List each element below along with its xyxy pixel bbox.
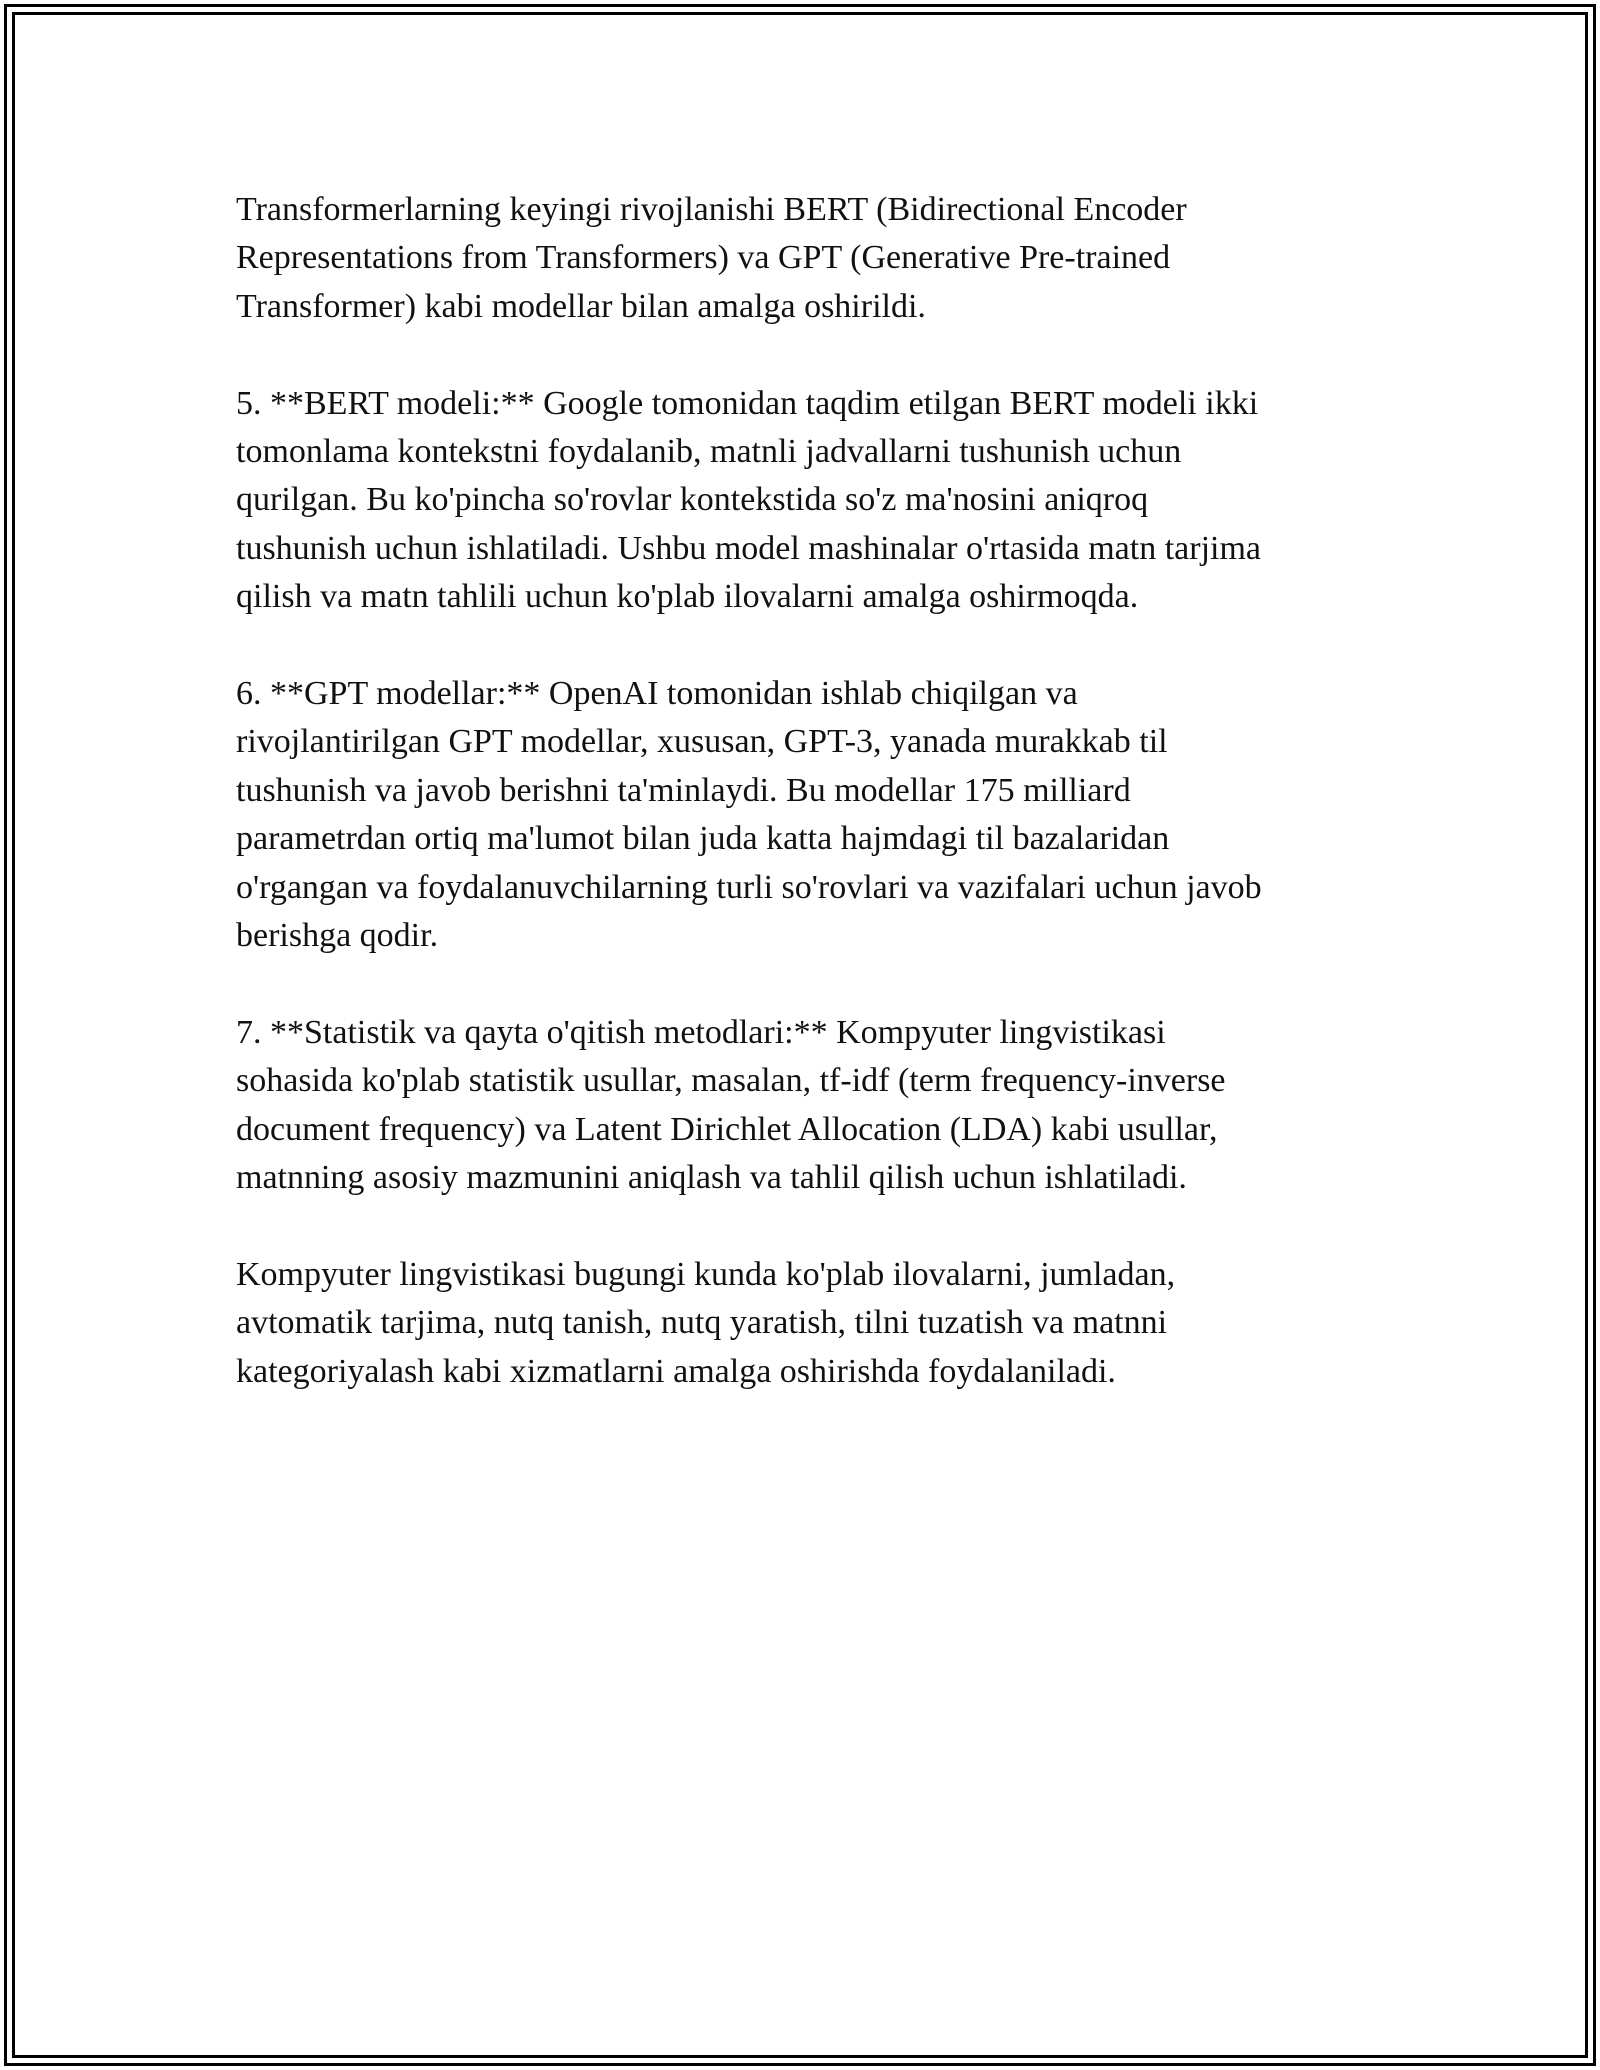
text-line: qurilgan. Bu ko'pincha so'rovlar kontekstida so'z ma'nosini aniqroq xyxy=(236,481,1149,519)
text-line: parametrdan ortiq ma'lumot bilan juda katta hajmdagi til bazalaridan xyxy=(236,820,1170,858)
text-line: o'rgangan va foydalanuvchilarning turli so'rovlari va vazifalari uchun javob xyxy=(236,868,1262,906)
text-line: tomonlama kontekstni foydalanib, matnli jadvallarni tushunish uchun xyxy=(236,433,1182,471)
paragraph-transformers-intro xyxy=(236,186,1366,331)
text-line: sohasida ko'plab statistik usullar, masalan, tf-idf (term frequency-inverse xyxy=(236,1062,1226,1100)
text-line: rivojlantirilgan GPT modellar, xususan, GPT-3, yanada murakkab til xyxy=(236,723,1168,761)
text-line: 5. **BERT modeli:** Google tomonidan taqdim etilgan BERT modeli ikki xyxy=(236,384,1259,422)
paragraph-gpt-models xyxy=(236,670,1366,960)
text-line: Transformer) kabi modellar bilan amalga oshirildi. xyxy=(236,287,926,325)
text-line: 7. **Statistik va qayta o'qitish metodlari:** Kompyuter lingvistikasi xyxy=(236,1013,1166,1051)
text-line: Representations from Transformers) va GPT (Generative Pre-trained xyxy=(236,239,1171,277)
text-line: berishga qodir. xyxy=(236,917,439,955)
document-body xyxy=(236,186,1366,1444)
text-line: qilish va matn tahlili uchun ko'plab ilovalarni amalga oshirmoqda. xyxy=(236,578,1139,616)
paragraph-conclusion xyxy=(236,1251,1366,1396)
text-line: 6. **GPT modellar:** OpenAI tomonidan ishlab chiqilgan va xyxy=(236,675,1078,713)
text-line: Kompyuter lingvistikasi bugungi kunda ko'plab ilovalarni, jumladan, xyxy=(236,1255,1176,1293)
text-line: tushunish va javob berishni ta'minlaydi. Bu modellar 175 milliard xyxy=(236,771,1131,809)
paragraph-statistical-methods xyxy=(236,1009,1366,1203)
text-line: document frequency) va Latent Dirichlet Allocation (LDA) kabi usullar, xyxy=(236,1110,1218,1148)
text-line: matnning asosiy mazmunini aniqlash va tahlil qilish uchun ishlatiladi. xyxy=(236,1159,1187,1197)
text-line: avtomatik tarjima, nutq tanish, nutq yaratish, tilni tuzatish va matnni xyxy=(236,1304,1168,1342)
text-line: Transformerlarning keyingi rivojlanishi BERT (Bidirectional Encoder xyxy=(236,191,1187,228)
paragraph-bert-model xyxy=(236,380,1366,622)
text-line: kategoriyalash kabi xizmatlarni amalga oshirishda foydalaniladi. xyxy=(236,1352,1116,1390)
text-line: tushunish uchun ishlatiladi. Ushbu model mashinalar o'rtasida matn tarjima xyxy=(236,529,1261,567)
